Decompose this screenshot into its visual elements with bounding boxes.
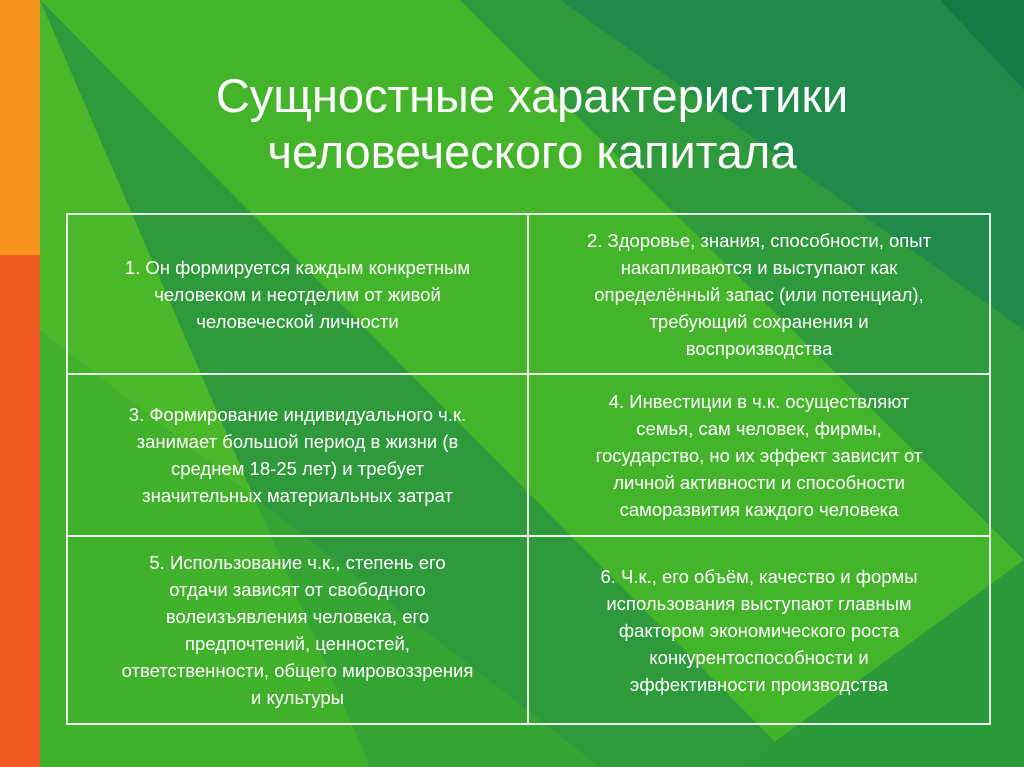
- characteristics-table: [66, 213, 991, 725]
- cell-line: конкурентоспособности и: [649, 646, 869, 668]
- orange-accent-strip-top: [0, 0, 40, 255]
- cell-line: 3. Формирование индивидуального ч.к.: [128, 404, 467, 425]
- cell-line: личной активности и способности: [613, 471, 905, 493]
- cell-line: и культуры: [251, 687, 344, 708]
- cell-line: 5. Использование ч.к., степень его: [149, 552, 446, 573]
- table-cell-6: [529, 537, 989, 723]
- cell-line: занимает большой период в жизни (в: [136, 431, 459, 452]
- table-cell-4: [529, 375, 989, 537]
- cell-line: 2. Здоровье, знания, способности, опыт: [586, 229, 932, 251]
- title-line-1: Сущностные характеристики: [215, 69, 849, 122]
- cell-line: 1. Он формируется каждым конкретным: [124, 256, 471, 278]
- cell-line: человеческой личности: [196, 310, 399, 332]
- cell-line: фактором экономического роста: [618, 619, 900, 641]
- cell-line: среднем 18-25 лет) и требует: [171, 458, 424, 479]
- cell-line: волеизъявления человека, его: [165, 606, 430, 627]
- table-cell-2: [529, 215, 989, 375]
- cell-line: воспроизводства: [685, 337, 833, 359]
- orange-accent-strip-bottom: [0, 255, 40, 767]
- cell-line: 6. Ч.к., его объём, качество и формы: [600, 565, 918, 587]
- cell-line: эффективности производства: [629, 673, 889, 695]
- cell-line: предпочтений, ценностей,: [185, 633, 410, 654]
- table-cell-1: [68, 215, 529, 375]
- table-cell-3: [68, 375, 529, 537]
- title-line-2: человеческого капитала: [267, 125, 797, 178]
- table-cell-5: [68, 537, 529, 723]
- cell-line: использования выступают главным: [606, 592, 912, 614]
- cell-line: ответственности, общего мировоззрения: [121, 660, 474, 681]
- cell-line: государство, но их эффект зависит от: [595, 444, 923, 466]
- cell-line: значительных материальных затрат: [142, 485, 453, 506]
- cell-line: накапливаются и выступают как: [620, 256, 898, 278]
- cell-line: человеком и неотделим от живой: [154, 283, 441, 305]
- slide-title: [40, 68, 1024, 180]
- cell-line: семья, сам человек, фирмы,: [636, 417, 882, 439]
- cell-line: требующий сохранения и: [649, 310, 869, 332]
- cell-line: 4. Инвестиции в ч.к. осуществляют: [608, 390, 910, 412]
- cell-line: определённый запас (или потенциал),: [594, 283, 924, 305]
- cell-line: саморазвития каждого человека: [619, 498, 899, 520]
- cell-line: отдачи зависят от свободного: [169, 579, 426, 600]
